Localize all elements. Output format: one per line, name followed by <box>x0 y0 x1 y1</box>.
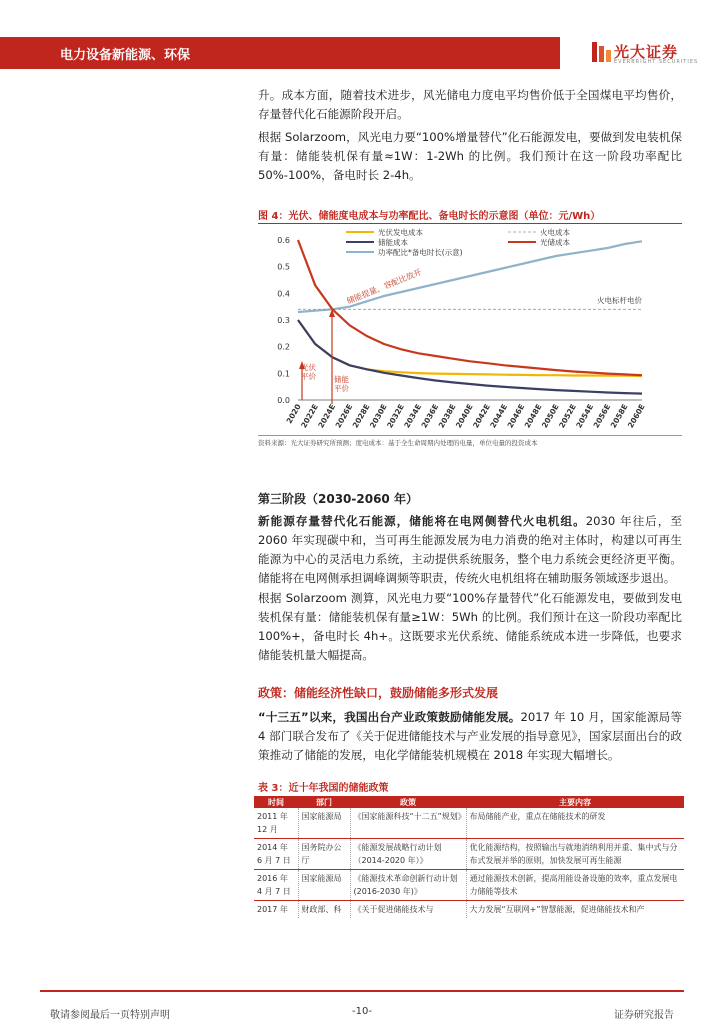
col-header-content: 主要内容 <box>466 796 684 808</box>
paragraph-4: 根据 Solarzoom 测算，风光电力要“100%存量替代”化石能源发电，要做到发电装机保有量：储能装机保有量≥1W：5Wh 的比例。我们预计在这一阶段功率配比 100%+，备电时长 4h+。这既要求光伏系统、储能系统成本进一步降低，也要求储能装机量大幅提高。 <box>258 591 682 662</box>
x-tick-label: 2032E <box>385 402 406 430</box>
x-tick-label: 2042E <box>471 402 492 430</box>
x-tick-label: 2040E <box>453 402 475 430</box>
cell-date: 2011 年 12 月 <box>254 808 298 839</box>
cell-date: 2014 年 6 月 7 日 <box>254 839 298 870</box>
paragraph-3: 新能源存量替代化石能源，储能将在电网侧替代火电机组。2030 年往后，至 2060 年实现碳中和，当可再生能源发展为电力消费的绝对主体时，构建以可再生能源为中心的灵活电力系统，主动提供系统服务，整个电力系统会更经济更平衡。储能将在电网侧承担调峰调频等职责，传统火电机组将在辅助服务领域逐步退出。 <box>258 514 682 585</box>
col-header-dept: 部门 <box>298 796 350 808</box>
table-row <box>254 901 684 919</box>
y-tick-label: 0.1 <box>277 369 290 379</box>
brand-name-en: EVERBRIGHT SECURITIES <box>614 59 699 65</box>
footer-disclaimer: 敬请参阅最后一页特别声明 <box>50 1010 170 1021</box>
figure-title: 图 4：光伏、储能度电成本与功率配比、备电时长的示意图（单位：元/Wh） <box>258 211 601 222</box>
section-label: 电力设备新能源、环保 <box>60 48 191 63</box>
figure-source: 资料来源：光大证券研究所预测；度电成本：基于全生命周期内处理的电量，单位电量的投资成本 <box>258 439 538 447</box>
x-tick-label: 2020 <box>284 402 303 426</box>
x-tick-label: 2028E <box>350 402 372 430</box>
thermal-benchmark-label: 火电标杆电价 <box>597 296 642 305</box>
pv-parity-label-2: 平价 <box>301 372 316 381</box>
header-band <box>0 37 560 69</box>
paragraph-1: 升。成本方面，随着技术进步，风光储电力度电平均售价低于全国煤电平均售价，存量替代化石能源阶段开启。 <box>258 88 682 121</box>
y-tick-label: 0.0 <box>277 396 290 405</box>
legend-label: 功率配比*备电时长(示意) <box>378 248 463 257</box>
cell-content: 优化能源结构，按照输出与就地消纳利用并重、集中式与分布式发展并举的原则，加快发展可再生能源 <box>466 839 684 870</box>
section-title: 第三阶段（2030-2060 年） <box>258 492 418 506</box>
cell-content: 布局储能产业，重点在储能技术的研发 <box>466 808 684 839</box>
cost-chart <box>258 226 682 436</box>
cell-policy: 《能源发展战略行动计划（2014-2020 年）》 <box>350 839 466 870</box>
series-line <box>298 320 642 394</box>
page-number: -10- <box>352 1006 372 1017</box>
storage-parity-label-1: 储能 <box>334 375 349 384</box>
y-tick-label: 0.3 <box>277 316 290 325</box>
table-title: 表 3：近十年我国的储能政策 <box>258 783 389 794</box>
cell-dept: 财政部、科 <box>298 901 350 919</box>
x-tick-label: 2052E <box>557 402 578 430</box>
cell-policy: 《能源技术革命创新行动计划(2016-2030 年)》 <box>350 870 466 901</box>
y-tick-label: 0.6 <box>277 236 290 245</box>
x-tick-label: 2048E <box>522 402 544 430</box>
table-row <box>254 808 684 839</box>
chart-axes <box>277 236 646 430</box>
legend-label: 储能成本 <box>378 238 408 247</box>
x-tick-label: 2056E <box>591 402 613 430</box>
cell-policy: 《国家能源科技“十二五”规划》 <box>350 808 466 839</box>
x-tick-label: 2034E <box>402 402 424 430</box>
brand-name: 光大证券 <box>614 43 679 61</box>
figure-rule <box>258 223 682 224</box>
legend-label: 火电成本 <box>540 228 570 237</box>
paragraph-2: 根据 Solarzoom，风光电力要“100%增量替代”化石能源发电，要做到发电装机保有量：储能装机保有量≈1W：1-2Wh 的比例。我们预计在这一阶段功率配比 50%-100%，备电时长 2-4h。 <box>258 130 682 182</box>
table-row <box>254 839 684 870</box>
cell-date: 2016 年 4 月 7 日 <box>254 870 298 901</box>
footer-rule <box>40 990 684 992</box>
cell-dept: 国家能源局 <box>298 808 350 839</box>
page-header <box>0 37 724 69</box>
y-tick-label: 0.4 <box>277 289 290 299</box>
cell-date: 2017 年 <box>254 901 298 919</box>
y-tick-label: 0.5 <box>277 262 290 272</box>
x-tick-label: 2044E <box>488 402 510 430</box>
paragraph-5: “十三五”以来，我国出台产业政策鼓励储能发展。2017 年 10 月，国家能源局等 4 部门联合发布了《关于促进储能技术与产业发展的指导意见》，国家层面出台的政策推动了储能的发展，电化学储能装机规模在 2018 年实现大幅增长。 <box>258 710 682 762</box>
footer-report-type: 证券研究报告 <box>614 1010 674 1021</box>
legend-label: 光储成本 <box>540 238 570 247</box>
ratio-rise-label: 储能提量，容配比放开 <box>345 267 423 306</box>
cell-content: 通过能源技术创新，提高用能设备设施的效率，重点发展电力储能等技术 <box>466 870 684 901</box>
col-header-policy: 政策 <box>350 796 466 808</box>
col-header-date: 时间 <box>254 796 298 808</box>
figure-bottom-rule <box>258 435 682 436</box>
policy-table <box>254 796 684 918</box>
series-line <box>298 320 642 376</box>
legend-label: 光伏发电成本 <box>378 228 423 237</box>
y-tick-label: 0.2 <box>277 342 290 352</box>
pv-parity-label-1: 光伏 <box>301 363 316 372</box>
x-tick-label: 2054E <box>574 402 596 430</box>
x-tick-label: 2050E <box>539 402 561 430</box>
x-tick-label: 2024E <box>316 402 338 430</box>
brand-logo-icon <box>590 40 612 64</box>
x-tick-label: 2058E <box>608 402 630 430</box>
cell-content: 大力发展“互联网+”智慧能源，促进储能技术和产 <box>469 905 645 914</box>
chart-legend <box>346 227 570 257</box>
storage-parity-label-2: 平价 <box>334 384 349 393</box>
policy-heading: 政策：储能经济性缺口，鼓励储能多形式发展 <box>258 686 499 700</box>
table-row <box>254 870 684 901</box>
x-tick-label: 2038E <box>436 402 458 430</box>
chart-series <box>298 240 642 394</box>
x-tick-label: 2026E <box>333 402 355 430</box>
x-tick-label: 2060E <box>625 402 647 430</box>
cell-policy: 《关于促进储能技术与 <box>350 901 466 919</box>
cell-dept: 国家能源局 <box>298 870 350 901</box>
x-tick-label: 2036E <box>419 402 441 430</box>
table-header-row <box>254 796 684 808</box>
x-tick-label: 2046E <box>505 402 527 430</box>
cell-dept: 国务院办公厅 <box>298 839 350 870</box>
x-tick-label: 2030E <box>367 402 389 430</box>
x-tick-label: 2022E <box>299 402 320 430</box>
